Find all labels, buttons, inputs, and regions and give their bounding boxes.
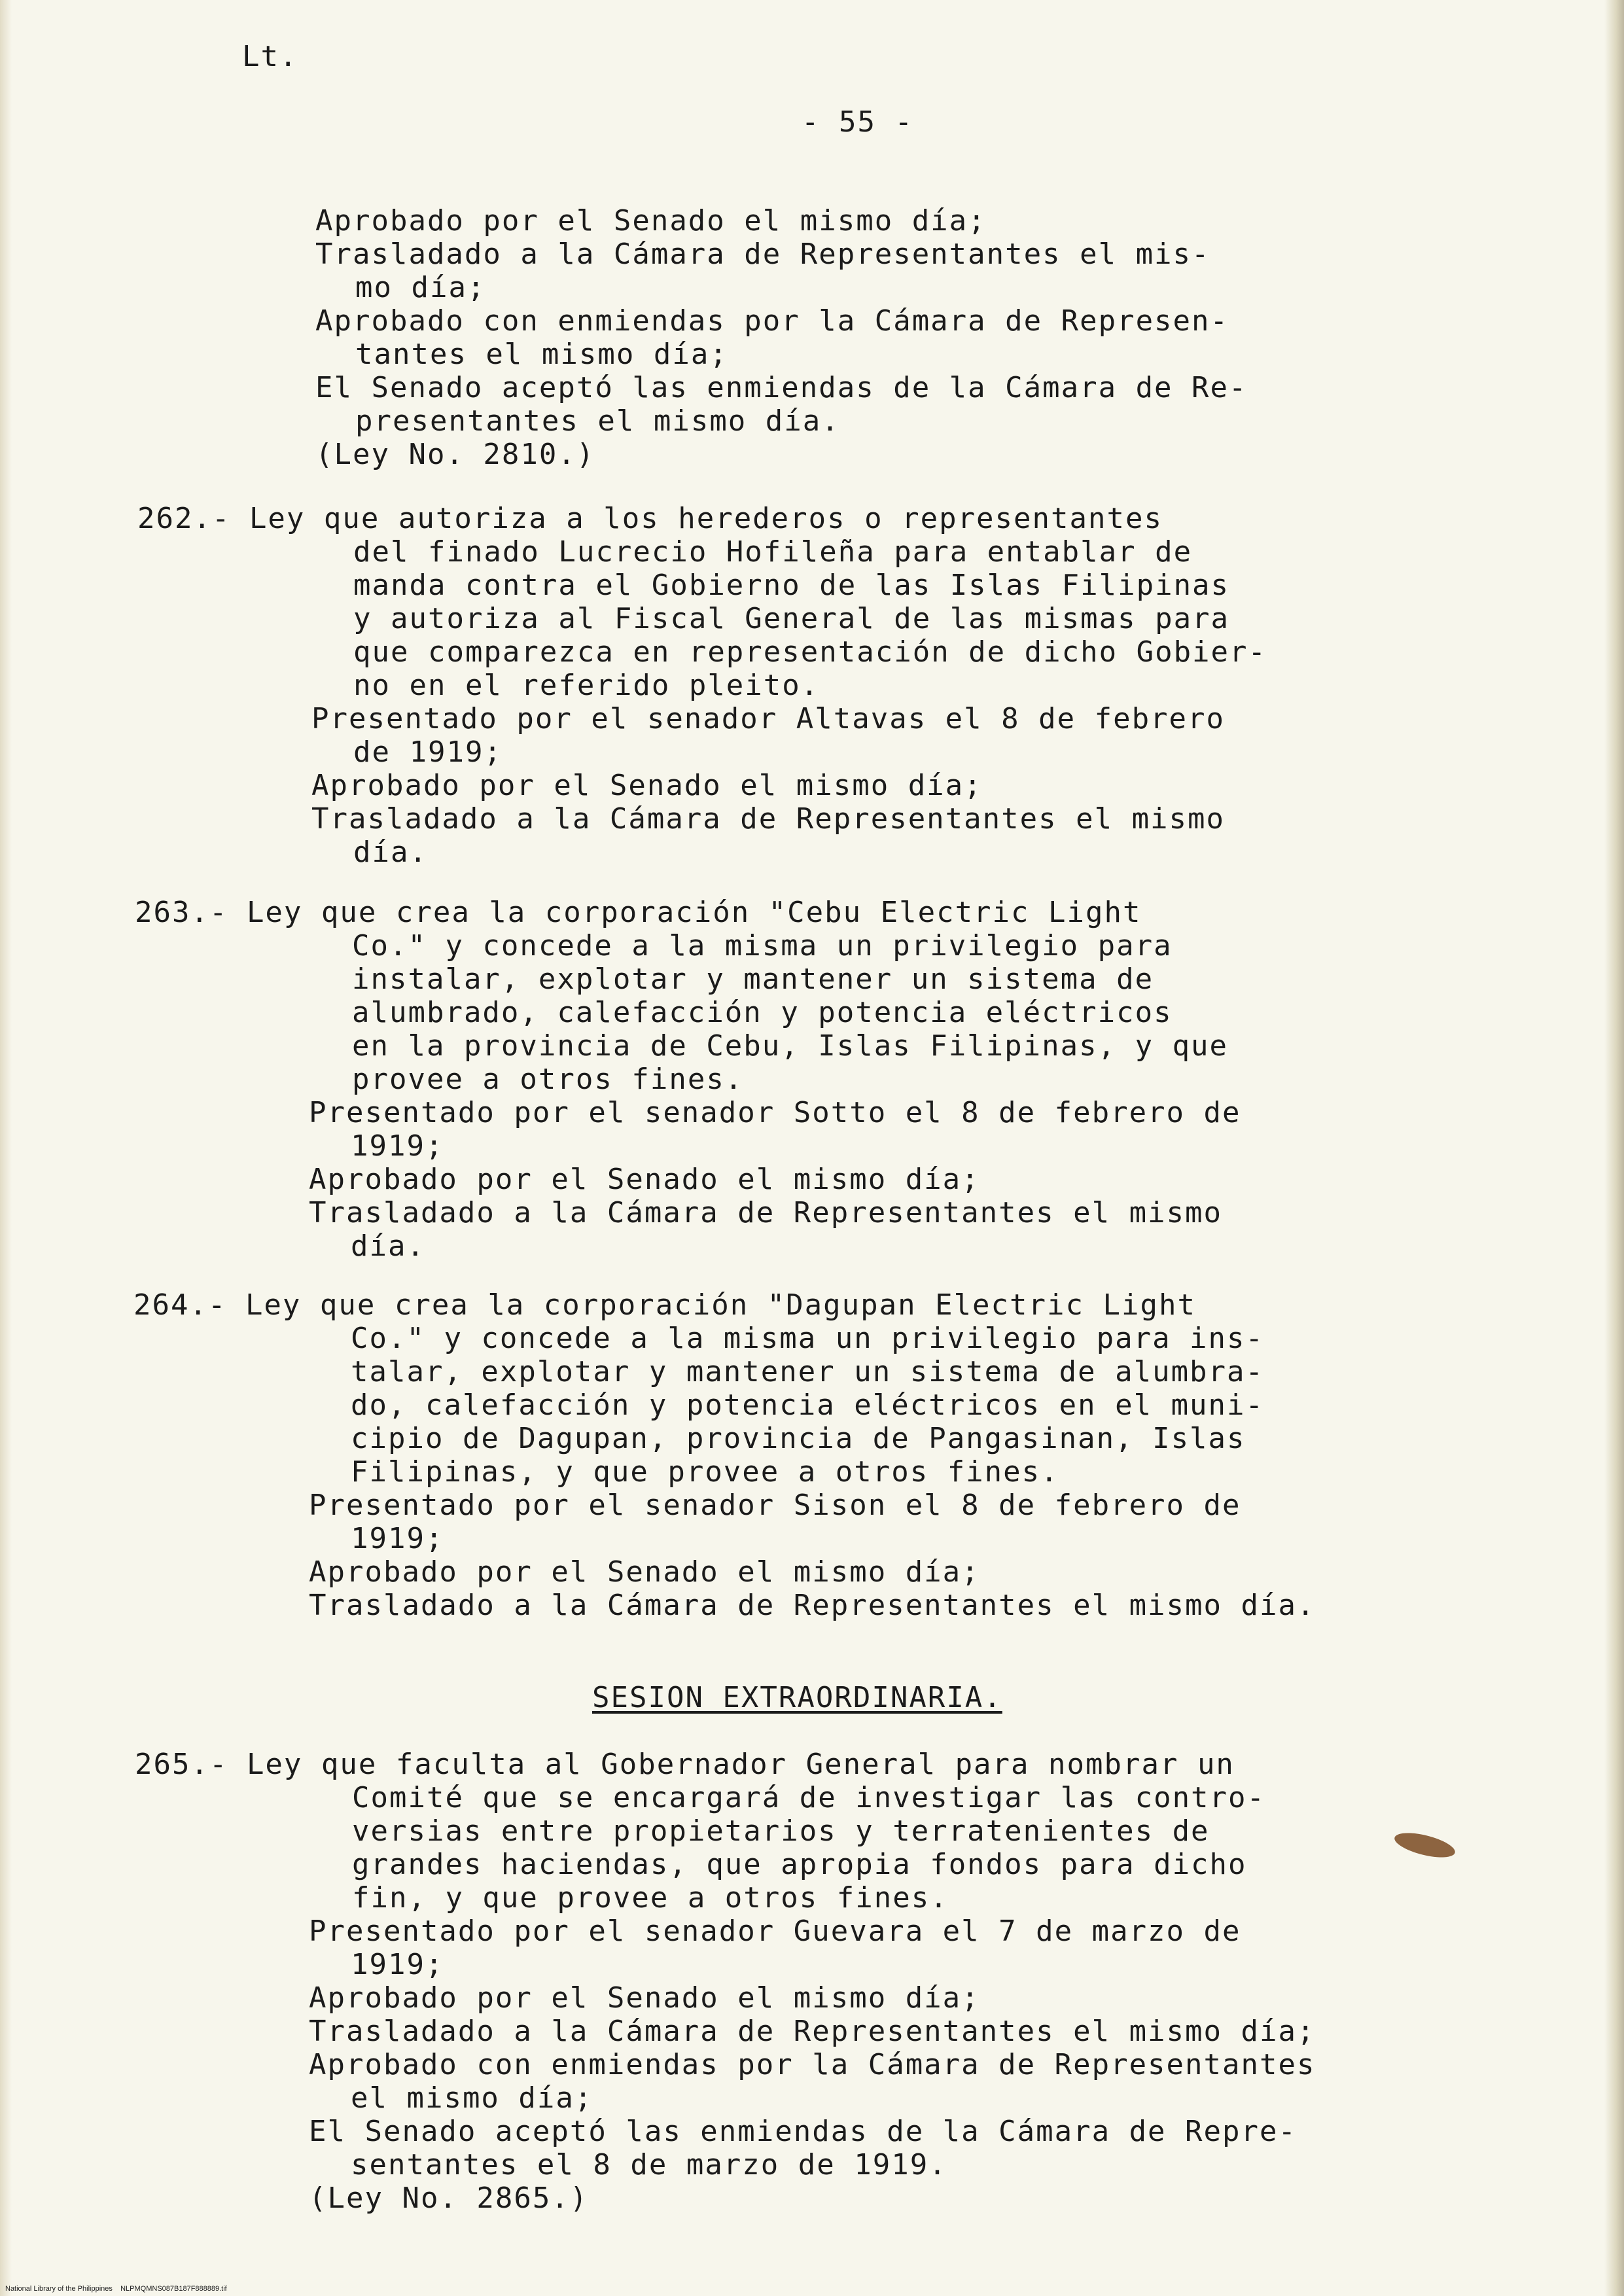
text-line: El Senado aceptó las enmiendas de la Cámara de Re- — [315, 371, 1248, 404]
section-heading: SESION EXTRAORDINARIA. — [592, 1681, 1002, 1714]
text-line: versias entre propietarios y terratenientes de — [352, 1814, 1210, 1848]
text-line: mo día; — [355, 271, 486, 304]
text-line: Trasladado a la Cámara de Representantes el mismo día. — [309, 1589, 1316, 1622]
text-line: provee a otros fines. — [352, 1063, 744, 1096]
text-line: Presentado por el senador Guevara el 7 de marzo de — [309, 1915, 1241, 1948]
text-line: 1919; — [351, 1129, 444, 1163]
text-line: Filipinas, y que provee a otros fines. — [351, 1455, 1059, 1489]
bill-264-heading: 264.- Ley que crea la corporación "Dagupan Electric Light — [133, 1288, 1196, 1322]
scan-footer: National Library of the Philippines NLPMQMNS087B187F888889.tif — [5, 2285, 227, 2293]
text-line: del finado Lucrecio Hofileña para entablar de — [353, 535, 1193, 569]
text-line: Co." y concede a la misma un privilegio para — [352, 929, 1173, 963]
text-line: (Ley No. 2865.) — [309, 2181, 589, 2215]
text-line: fin, y que provee a otros fines. — [352, 1881, 949, 1915]
text-line: Aprobado por el Senado el mismo día; — [309, 1981, 980, 2015]
paper-edge-left — [0, 0, 12, 2296]
text-line: tantes el mismo día; — [355, 338, 728, 371]
text-line: manda contra el Gobierno de las Islas Filipinas — [353, 569, 1230, 602]
text-line: en la provincia de Cebu, Islas Filipinas, y que — [352, 1029, 1229, 1063]
text-line: Trasladado a la Cámara de Representantes el mismo — [309, 1196, 1223, 1229]
text-line: do, calefacción y potencia eléctricos en el muni- — [351, 1388, 1265, 1422]
text-line: Presentado por el senador Sotto el 8 de febrero de — [309, 1096, 1241, 1129]
text-line: Co." y concede a la misma un privilegio para ins- — [351, 1322, 1265, 1355]
text-line: 1919; — [351, 1522, 444, 1555]
text-line: Presentado por el senador Altavas el 8 de febrero — [311, 702, 1226, 735]
text-line: Aprobado por el Senado el mismo día; — [311, 769, 983, 802]
paper-stain — [1392, 1828, 1457, 1862]
text-line: Trasladado a la Cámara de Representantes el mismo — [311, 802, 1226, 836]
text-line: Aprobado con enmiendas por la Cámara de Represen- — [315, 304, 1229, 338]
text-line: día. — [353, 836, 428, 869]
text-line: Trasladado a la Cámara de Representantes el mismo día; — [309, 2015, 1316, 2048]
text-line: de 1919; — [353, 735, 503, 769]
text-line: que comparezca en representación de dicho Gobier- — [353, 635, 1267, 669]
bill-263-heading: 263.- Ley que crea la corporación "Cebu Electric Light — [135, 896, 1142, 929]
page-number: - 55 - — [802, 105, 913, 139]
paper-edge-right — [1604, 0, 1624, 2296]
text-line: sentantes el 8 de marzo de 1919. — [351, 2148, 947, 2181]
text-line: Aprobado por el Senado el mismo día; — [309, 1163, 980, 1196]
text-line: y autoriza al Fiscal General de las mismas para — [353, 602, 1230, 635]
text-line: Trasladado a la Cámara de Representantes el mis- — [315, 238, 1210, 271]
text-line: 1919; — [351, 1948, 444, 1981]
text-line: Aprobado por el Senado el mismo día; — [315, 204, 987, 238]
text-line: el mismo día; — [351, 2081, 593, 2115]
bill-265-heading: 265.- Ley que faculta al Gobernador General para nombrar un — [135, 1748, 1235, 1781]
text-line: talar, explotar y mantener un sistema de alumbra- — [351, 1355, 1265, 1388]
text-line: grandes haciendas, que apropia fondos para dicho — [352, 1848, 1247, 1881]
text-line: cipio de Dagupan, provincia de Pangasinan, Islas — [351, 1422, 1246, 1455]
text-line: (Ley No. 2810.) — [315, 438, 595, 471]
text-line: Presentado por el senador Sison el 8 de febrero de — [309, 1489, 1241, 1522]
text-line: Aprobado con enmiendas por la Cámara de Representantes — [309, 2048, 1316, 2081]
bill-262-heading: 262.- Ley que autoriza a los herederos o representantes — [137, 502, 1163, 535]
text-line: instalar, explotar y mantener un sistema de — [352, 963, 1154, 996]
text-line: día. — [351, 1229, 425, 1263]
typist-initials: Lt. — [242, 40, 298, 73]
text-line: Comité que se encargará de investigar las contro- — [352, 1781, 1266, 1814]
text-line: Aprobado por el Senado el mismo día; — [309, 1555, 980, 1589]
text-line: alumbrado, calefacción y potencia eléctricos — [352, 996, 1173, 1029]
text-line: presentantes el mismo día. — [355, 404, 840, 438]
text-line: no en el referido pleito. — [353, 669, 820, 702]
text-line: El Senado aceptó las enmiendas de la Cámara de Repre- — [309, 2115, 1297, 2148]
